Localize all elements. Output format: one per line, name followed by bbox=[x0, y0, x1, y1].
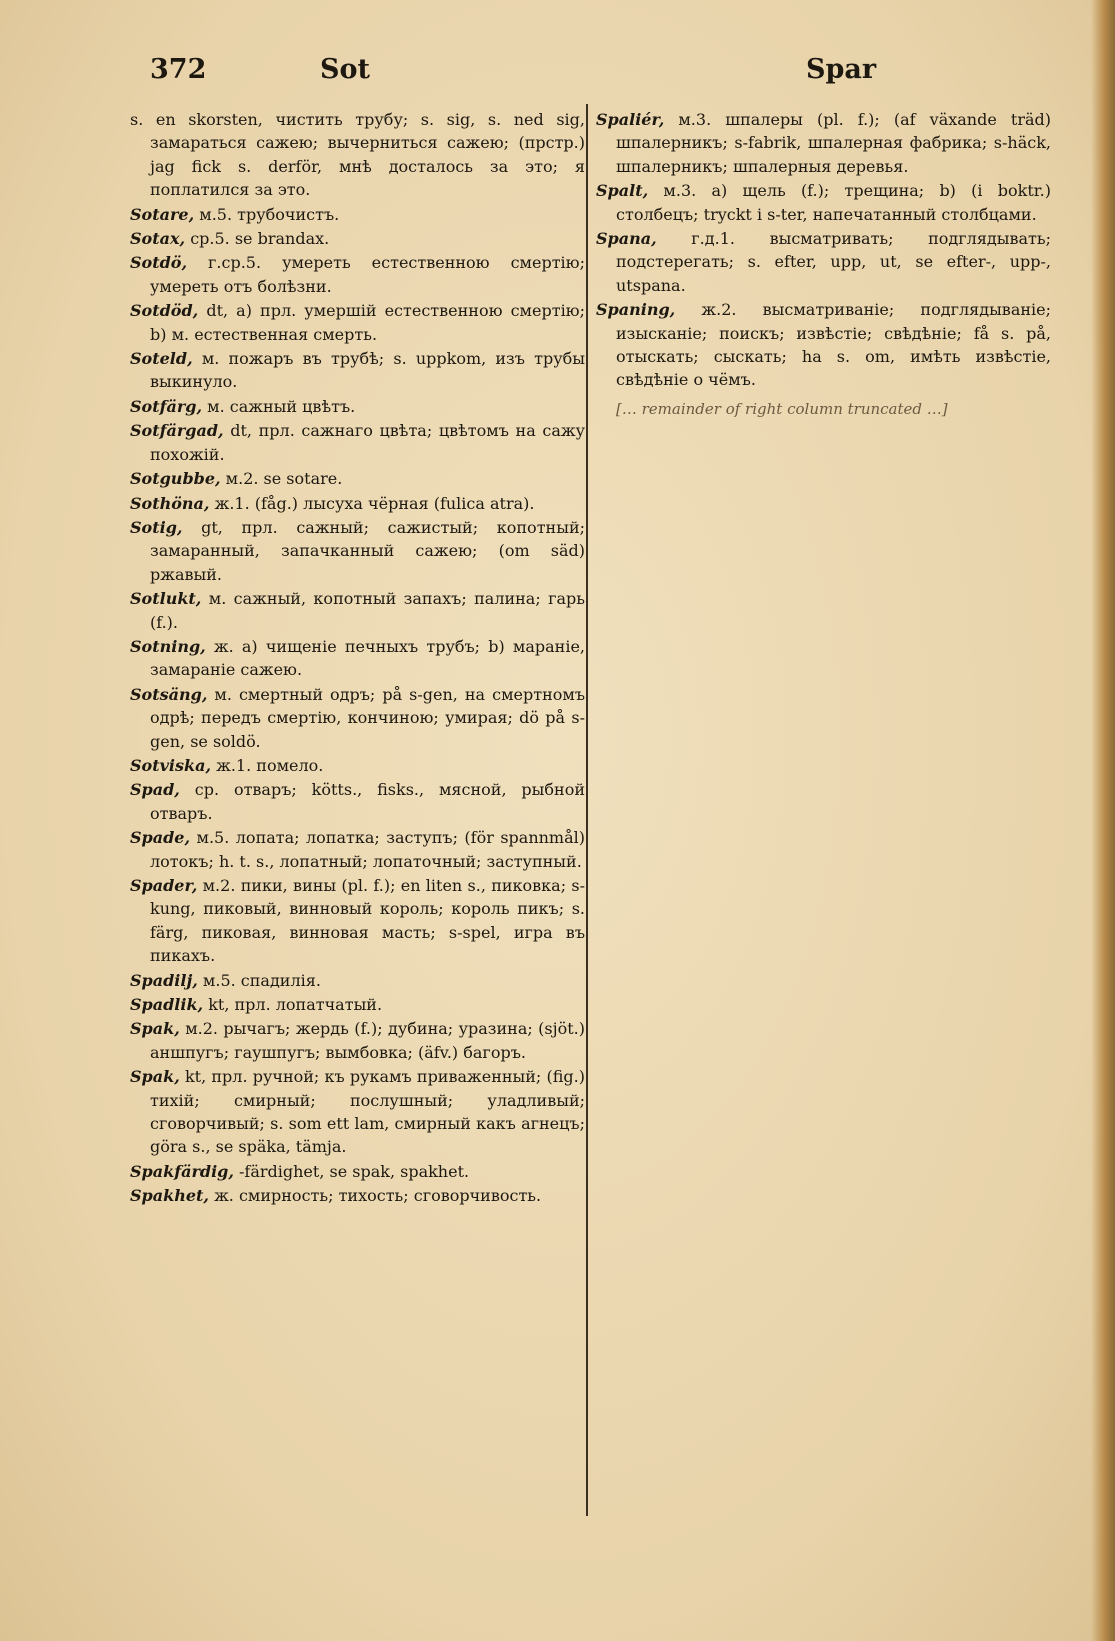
dictionary-entry bbox=[130, 754, 585, 777]
entry-headword: Spadlik, bbox=[130, 995, 204, 1015]
entry-headword: Spak, bbox=[130, 1019, 180, 1039]
entry-definition: ж.1. (fåg.) лысуха чёрная (fulica atra). bbox=[214, 493, 535, 513]
entry-headword: Sotdö, bbox=[130, 253, 188, 273]
dictionary-entry bbox=[130, 635, 585, 682]
entry-definition: м. сажный цвѣтъ. bbox=[207, 396, 356, 416]
dictionary-entry bbox=[596, 227, 1051, 297]
dictionary-entry bbox=[130, 826, 585, 873]
entry-definition: ж. смирность; тихость; сговорчивость. bbox=[214, 1186, 542, 1206]
entry-headword: Sotgubbe, bbox=[130, 469, 221, 489]
entry-definition: м.5. спадилія. bbox=[202, 970, 321, 990]
dictionary-entry bbox=[130, 969, 585, 992]
entry-definition: dt, прл. сажнаго цвѣта; цвѣтомъ на сажу похожій. bbox=[150, 421, 586, 464]
entry-definition: ср.5. se brandax. bbox=[190, 229, 330, 249]
entry-headword: Sotlukt, bbox=[130, 589, 202, 609]
entry-headword: Spak, bbox=[130, 1067, 180, 1087]
dictionary-entry bbox=[130, 1065, 585, 1159]
dictionary-entry bbox=[130, 1184, 585, 1207]
entry-definition: г.ср.5. умереть естественною смертію; умереть отъ болѣзни. bbox=[150, 253, 585, 296]
entry-headword: Spakfärdig, bbox=[130, 1161, 234, 1181]
dictionary-entry bbox=[130, 874, 585, 968]
entry-definition: м. пожаръ въ трубѣ; s. uppkom, изъ трубы выкинуло. bbox=[150, 349, 585, 392]
entry-headword: Sotax, bbox=[130, 229, 186, 249]
running-head-left: Sot bbox=[320, 54, 370, 85]
entry-definition: м.5. лопата; лопатка; заступъ; (för spannmål) лотокъ; h. t. s., лопатный; лопаточный; заступный. bbox=[150, 828, 585, 871]
entry-headword: Sotfärg, bbox=[130, 396, 203, 416]
entry-headword: Spader, bbox=[130, 876, 198, 895]
left-column bbox=[130, 108, 585, 1209]
dictionary-entry bbox=[596, 179, 1051, 226]
entry-definition: м.2. рычагъ; жердь (f.); дубина; уразина; (sjöt.) аншпугъ; гаушпугъ; вымбовка; (äfv.) багоръ. bbox=[150, 1019, 585, 1062]
entry-definition: gt, прл. сажный; сажистый; копотный; замаранный, запачканный сажею; (om säd) ржавый. bbox=[150, 517, 585, 584]
page-number: 372 bbox=[150, 54, 207, 85]
truncation-note: [… remainder of right column truncated …] bbox=[616, 399, 948, 418]
entry-definition: м.2. se sotare. bbox=[225, 469, 343, 489]
dictionary-entry bbox=[596, 298, 1051, 392]
entry-definition: м. сажный, копотный запахъ; палина; гарь (f.). bbox=[150, 589, 585, 632]
entry-headword: Spad, bbox=[130, 780, 180, 800]
entry-headword: Sotning, bbox=[130, 636, 206, 656]
dictionary-entry bbox=[130, 251, 585, 298]
entry-definition: dt, a) прл. умершій естественною смертію; b) м. естественная смерть. bbox=[150, 301, 586, 344]
entry-definition: м. смертный одръ; på s-gen, на смертномъ одрѣ; передъ смертію, кончиною; умирая; dö på s-gen, se soldö. bbox=[150, 684, 586, 751]
entry-definition: kt, прл. лопатчатый. bbox=[208, 995, 383, 1015]
dictionary-entry bbox=[130, 395, 585, 418]
entry-headword: Sotare, bbox=[130, 204, 195, 224]
dictionary-entry bbox=[130, 683, 585, 753]
entry-headword: Spana, bbox=[596, 229, 657, 249]
right-column bbox=[596, 108, 1051, 421]
dictionary-entry bbox=[130, 419, 585, 466]
dictionary-entry bbox=[130, 108, 585, 202]
entry-headword: Sotig, bbox=[130, 517, 183, 537]
column-rule bbox=[586, 104, 588, 1516]
entry-headword: Spalt, bbox=[596, 181, 649, 201]
entry-definition: м.5. трубочистъ. bbox=[199, 204, 340, 224]
entry-definition: ср. отваръ; kötts., fisks., мясной, рыбной отваръ. bbox=[150, 780, 585, 823]
entry-definition: м.3. шпалеры (pl. f.); (af växande träd) шпалерникъ; s-fabrik, шпалерная фабрика; s-häck, шпалерникъ; шпалерныя деревья. bbox=[616, 110, 1051, 176]
entry-headword: Spadilj, bbox=[130, 970, 198, 990]
entry-definition: s. en skorsten, чистить трубу; s. sig, s. ned sig, замараться сажею; вычерниться сажею; (прстр.) jag fick s. derför, мнѣ досталось за это; я поплатился за это. bbox=[130, 110, 585, 200]
entry-headword: Spade, bbox=[130, 828, 191, 848]
entry-definition: м.3. a) щель (f.); трещина; b) (i boktr.) столбецъ; tryckt i s-ter, напечатанный столбцами. bbox=[616, 181, 1051, 224]
dictionary-entry bbox=[130, 492, 585, 515]
dictionary-entry bbox=[130, 227, 585, 250]
entry-definition: ж.1. помело. bbox=[216, 755, 324, 775]
entry-headword: Sothöna, bbox=[130, 493, 210, 513]
dictionary-entry bbox=[130, 467, 585, 490]
dictionary-entry bbox=[130, 993, 585, 1016]
entry-definition: ж. a) чищеніе печныхъ трубъ; b) мараніе, замараніе сажею. bbox=[150, 636, 586, 680]
dictionary-entry bbox=[130, 347, 585, 394]
entry-definition: -färdighet, se spak, spakhet. bbox=[239, 1161, 470, 1181]
entry-headword: Spaning, bbox=[596, 300, 676, 320]
dictionary-entry bbox=[130, 1017, 585, 1064]
entry-definition: ж.2. высматриваніе; подглядываніе; изысканіе; поискъ; извѣстіе; свѣдѣніе; få s. på, отыскать; сыскать; ha s. om, имѣть извѣстіе, свѣдѣніе о чёмъ. bbox=[616, 300, 1051, 390]
entry-headword: Sotviska, bbox=[130, 755, 212, 775]
dictionary-entry bbox=[130, 516, 585, 586]
entry-headword: Sotdöd, bbox=[130, 301, 199, 321]
page-edge bbox=[1091, 0, 1115, 1641]
entry-headword: Spaliér, bbox=[596, 110, 665, 129]
entry-definition: м.2. пики, вины (pl. f.); en liten s., пиковка; s-kung, пиковый, винновый король; король пикъ; s. färg, пиковая, винновая масть; s-spel, игра въ пикахъ. bbox=[150, 876, 585, 966]
entry-headword: Sotsäng, bbox=[130, 684, 208, 704]
dictionary-entry bbox=[596, 108, 1051, 178]
entry-headword: Soteld, bbox=[130, 349, 193, 369]
entry-headword: Spakhet, bbox=[130, 1186, 209, 1206]
dictionary-entry bbox=[130, 203, 585, 226]
entry-definition: г.д.1. высматривать; подглядывать; подстерегать; s. efter, upp, ut, se efter-, upp-, utspana. bbox=[616, 229, 1051, 295]
entry-definition: kt, прл. ручной; къ рукамъ приваженный; (fig.) тихій; смирный; послушный; уладливый; сговорчивый; s. som ett lam, смирный какъ агнецъ; göra s., se späka, tämja. bbox=[150, 1067, 585, 1157]
dictionary-entry bbox=[130, 587, 585, 634]
entry-headword: Sotfärgad, bbox=[130, 421, 224, 441]
running-head-right: Spar bbox=[806, 54, 877, 85]
dictionary-entry bbox=[130, 1160, 585, 1183]
dictionary-entry bbox=[130, 778, 585, 825]
dictionary-entry bbox=[130, 299, 585, 346]
